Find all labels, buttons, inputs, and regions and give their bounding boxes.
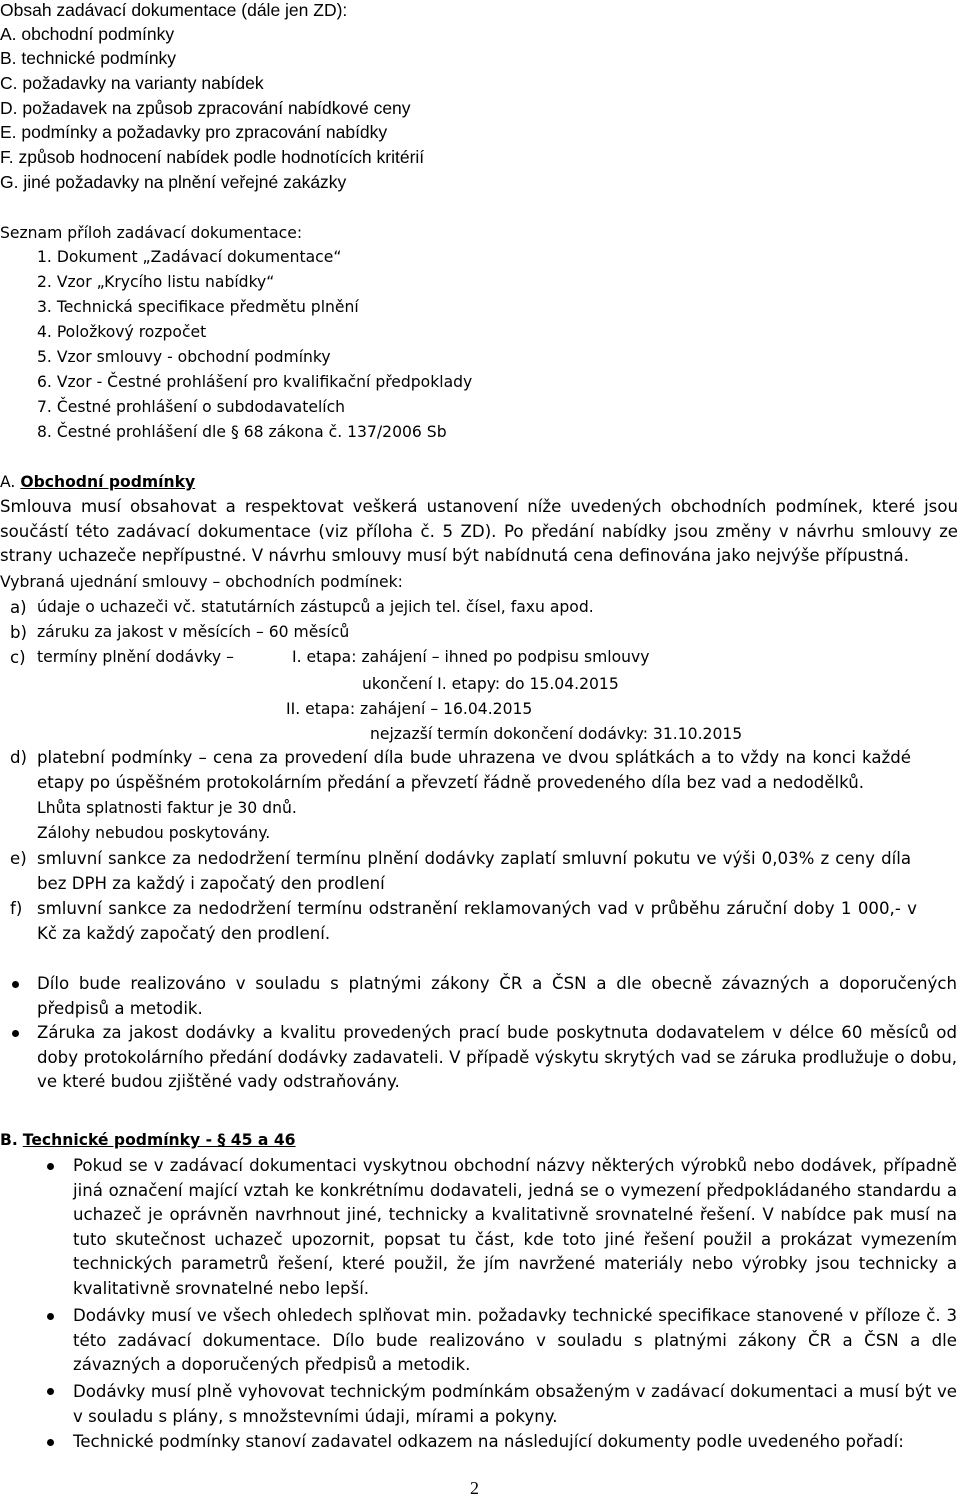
item-c-stage1: I. etapa: zahájení – ihned po podpisu smlouvy [292,648,650,666]
attachment-item: 4. Položkový rozpočet [37,323,207,341]
bullet-icon [12,981,19,988]
bullet-icon [47,1439,54,1446]
bullet-icon [47,1313,54,1320]
item-label: b) [10,623,28,642]
section-a-prefix: A. [0,473,16,491]
section-a-bullet: Dílo bude realizováno v souladu s platnými zákony ČR a ČSN a dle obecně závazných a doporučených předpisů a metodik. [37,974,957,1018]
attachment-item: 3. Technická specifikace předmětu plnění [37,298,359,316]
item-label: e) [10,849,27,868]
item-label: d) [10,748,28,767]
section-b-prefix: B. [0,1131,18,1149]
item-f-text: smluvní sankce za nedodržení termínu odstranění reklamovaných vad v průběhu záruční doby 1 000,- v Kč za každý započatý den prodlení. [37,899,917,943]
attachment-item: 5. Vzor smlouvy - obchodní podmínky [37,348,331,366]
item-a-text: údaje o uchazeči vč. statutárních zástupců a jejich tel. čísel, faxu apod. [37,598,594,616]
section-b-bullet: Dodávky musí ve všech ohledech splňovat min. požadavky technické specifikace stanovené v příloze č. 3 této zadávací dokumentace. Dílo bude realizováno v souladu s platnými zákony ČR a ČSN a dle závazných a doporučených předpisů a metodik. [73,1306,957,1374]
contents-title: Obsah zadávací dokumentace (dále jen ZD): [0,0,348,20]
contents-item: C. požadavky na varianty nabídek [0,73,264,93]
section-a-intro: Smlouva musí obsahovat a respektovat veškerá ustanovení níže uvedených obchodních podmínek, které jsou součástí této zadávací dokumentace (viz příloha č. 5 ZD). Po předání nabídky jsou změny v návrhu smlouvy ze strany uchazeče nepřípustné. V návrhu smlouvy musí být nabídnutá cena definována jako nejvýše přípustná. [0,497,958,565]
item-label: f) [10,899,23,918]
bullet-icon [12,1030,19,1037]
selected-provisions-title: Vybraná ujednání smlouvy – obchodních podmínek: [0,573,403,591]
bullet-icon [47,1388,54,1395]
attachment-item: 6. Vzor - Čestné prohlášení pro kvalifikační předpoklady [37,373,473,391]
item-e-text: smluvní sankce za nedodržení termínu plnění dodávky zaplatí smluvní pokutu ve výši 0,03% z ceny díla bez DPH za každý i započatý den prodlení [37,849,911,893]
section-b-heading [0,1128,296,1152]
item-label: a) [10,598,27,617]
item-label: c) [10,648,26,667]
section-a-heading [0,470,195,494]
section-a-title: Obchodní podmínky [20,473,196,491]
contents-item: A. obchodní podmínky [0,24,175,44]
item-b-text: záruku za jakost v měsících – 60 měsíců [37,623,350,641]
item-d-text: platební podmínky – cena za provedení díla bude uhrazena ve dvou splátkách a to vždy na konci každé etapy po úspěšném protokolárním předání a převzetí řádně provedeného díla bez vad a nedodělků. [37,748,911,792]
section-b-bullet: Technické podmínky stanoví zadavatel odkazem na následující dokumenty podle uvedeného pořadí: [73,1432,904,1451]
contents-item: D. požadavek na způsob zpracování nabídkové ceny [0,98,411,118]
attachment-item: 2. Vzor „Krycího listu nabídky“ [37,273,275,291]
section-a-bullet: Záruka za jakost dodávky a kvalitu provedených prací bude poskytnuta dodavatelem v délce 60 měsíců od doby protokolárního předání dodávky zadavateli. V případě výskytu skrytých vad se záruka prodlužuje o dobu, ve které budou zjištěné vady odstraňovány. [37,1023,957,1091]
attachment-item: 1. Dokument „Zadávací dokumentace“ [37,248,342,266]
contents-item: E. podmínky a požadavky pro zpracování nabídky [0,122,388,142]
section-b-title: Technické podmínky - § 45 a 46 [22,1131,296,1149]
item-c-stage1-end: ukončení I. etapy: do 15.04.2015 [362,675,619,693]
item-c-text: termíny plnění dodávky – [37,648,234,666]
attachment-item: 7. Čestné prohlášení o subdodavatelích [37,398,346,416]
item-c-deadline: nejzazší termín dokončení dodávky: 31.10.2015 [370,725,743,743]
contents-item: B. technické podmínky [0,48,177,68]
contents-item: F. způsob hodnocení nabídek podle hodnotících kritérií [0,147,425,167]
section-b-bullet: Pokud se v zadávací dokumentaci vyskytnou obchodní názvy některých výrobků nebo dodávek, případně jiná označení mající vztah ke konkrétnímu dodavateli, jedná se o vymezení předpokládaného standardu a uchazeč je oprávněn navrhnout jiné, technicky a kvalitativně srovnatelné řešení. V nabídce pak musí na tuto skutečnost uchazeč upozornit, popsat tu část, kde toto jiné řešení použil a prokázat vymezením technických parametrů řešení, které použil, že jím navržené materiály nebo výrobky jsou technicky a kvalitativně srovnatelné nebo lepší. [73,1156,957,1298]
page-number: 2 [470,1478,479,1498]
item-c-stage2: II. etapa: zahájení – 16.04.2015 [286,700,533,718]
attachments-title: Seznam příloh zadávací dokumentace: [0,224,303,242]
item-d-advance: Zálohy nebudou poskytovány. [37,824,271,842]
bullet-icon [47,1163,54,1170]
attachment-item: 8. Čestné prohlášení dle § 68 zákona č. 137/2006 Sb [37,423,447,441]
contents-item: G. jiné požadavky na plnění veřejné zakázky [0,172,347,192]
section-b-bullet: Dodávky musí plně vyhovovat technickým podmínkám obsaženým v zadávací dokumentaci a musí být ve v souladu s plány, s množstevními údaji, mírami a pokyny. [73,1382,957,1426]
item-d-due: Lhůta splatnosti faktur je 30 dnů. [37,799,297,817]
